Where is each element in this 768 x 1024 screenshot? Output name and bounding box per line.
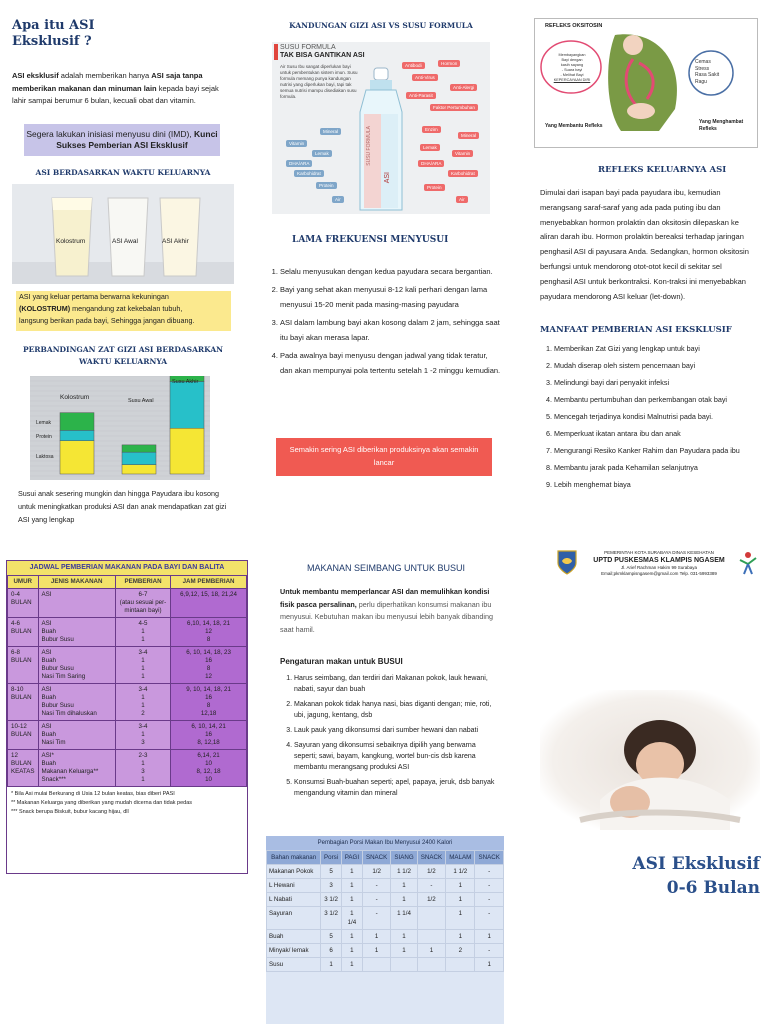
milk-glasses-photo xyxy=(12,184,234,284)
formula-tag: Karbohidrat xyxy=(294,170,324,177)
diagram-caption-left: Yang Membantu Refleks xyxy=(545,123,603,129)
bottle-word-asi: ASI xyxy=(384,172,391,184)
asi-tag: Mineral xyxy=(458,132,479,139)
portion-value: 1 xyxy=(391,893,417,907)
portion-title: Pembagian Porsi Makan Ibu Menyusui 2400 Kalori xyxy=(266,836,504,850)
schedule-jam: 6, 10, 14, 21 16 8, 12,18 xyxy=(171,721,247,750)
schedule-row xyxy=(8,721,247,750)
chart-row-lemak: Lemak xyxy=(36,420,52,426)
cover-title-line1: ASI Eksklusif xyxy=(632,854,760,874)
portion-value: 1 1/4 xyxy=(391,907,417,930)
portion-row xyxy=(267,865,504,879)
bar-laktosa xyxy=(60,441,94,474)
lama-item: 2. Bayi yang sehat akan menyusui 8-12 kali perhari dengan lama menyusui 15-20 menit pada masing-masing payudara xyxy=(280,282,502,312)
portion-value: 1 xyxy=(417,944,446,958)
cover-title-line2: 0-6 Bulan xyxy=(666,878,760,898)
busui-item: 5. Konsumsi Buah-buahan seperti; apel, papaya, jeruk, dsb banyak mengandung vitamin dan mineral xyxy=(294,777,496,799)
portion-value: 1 xyxy=(321,958,342,972)
busui-item: 3. Lauk pauk yang dikonsumsi dari sumber hewani dan nabati xyxy=(294,725,496,736)
portion-value: 1 xyxy=(341,944,362,958)
busui-subheading: Pengaturan makan untuk BUSUI xyxy=(280,657,403,666)
bar-protein xyxy=(122,452,156,464)
refleks-text: Dimulai dari isapan bayi pada payudara ibu, kemudian merangsang saraf-saraf yang ada pada puting ibu dan menyebabkan hormon prolaktin dan oksitosin dilepaskan ke aliran darah ibu. Hormon prolaktin bereaksi terhadap jaringan penghasil ASI di payusara Anda. Sedangkan, hormon oksitosin berfungsi untuk mendorong otot-otot kecil di sekitar sel penghasil ASI untuk berkontraksi. Kon-traksi ini menyebabkan payudara mendorong ASI keluar (let-down). xyxy=(540,188,749,301)
portion-value: 3 xyxy=(321,879,342,893)
schedule-jenis: ASI Buah Nasi Tim xyxy=(38,721,115,750)
asi-tag: Karbohidrat xyxy=(448,170,478,177)
schedule-jenis: ASI Buah Bubur Susu xyxy=(38,618,115,647)
portion-value: 1 xyxy=(341,865,362,879)
portion-food: Minyak/ lemak xyxy=(267,944,321,958)
portion-food: L Hewani xyxy=(267,879,321,893)
portion-food: Susu xyxy=(267,958,321,972)
glass-label-asi-awal: ASI Awal xyxy=(112,238,138,245)
portion-value: 1 xyxy=(341,893,362,907)
busui-intro: Untuk membantu memperlancar ASI dan memulihkan kondisi fisik pasca persalinan, perlu diperhatikan konsumsi makanan ibu menyusui. Kebutuhan makan ibu menyusui lebih banyak dibanding saat hamil. xyxy=(280,587,493,634)
kolostrum-note: ASI yang keluar pertama berwarna kekuningan (KOLOSTRUM) mengandung zat kekebalan tubuh, langsung berikan pada bayi, Sehingga jangan dibuang. xyxy=(16,291,231,331)
bar-protein xyxy=(60,430,94,440)
portion-value: 1 xyxy=(391,879,417,893)
lama-item: 1. Selalu menyusukan dengan kedua payudara secara bergantian. xyxy=(280,264,502,279)
mother-baby-photo xyxy=(540,690,760,830)
portion-header: MALAM xyxy=(446,851,475,865)
left-title: Apa itu ASI Eksklusif ? xyxy=(12,18,95,49)
portion-value xyxy=(362,958,391,972)
portion-value: 1 1/4 xyxy=(341,907,362,930)
portion-row xyxy=(267,944,504,958)
asi-tag: Anti-Alergi xyxy=(450,84,477,91)
portion-row xyxy=(267,907,504,930)
portion-value: - xyxy=(475,907,504,930)
asi-tag: Vitamin xyxy=(452,150,473,157)
manfaat-item: 2. Mudah diserap oleh sistem pencernaan bayi xyxy=(554,361,754,371)
asi-tag: Hormon xyxy=(438,60,460,67)
portion-value: - xyxy=(475,865,504,879)
portion-value: 1 xyxy=(341,958,362,972)
compare-heading: PERBANDINGAN ZAT GIZI ASI BERDASARKAN WAKTU KELUARNYA xyxy=(22,345,224,366)
imd-callout: Segera lakukan inisiasi menyusu dini (IMD), Kunci Sukses Pemberian ASI Eksklusif xyxy=(24,124,220,156)
formula-desc: Air Susu Ibu sangat diperlukan bayi untuk pembentukan sistem imun. Susu formula memang punya kandungan nutrisi yang diperlukan bayi, tapi tak semua nutrisi mampu disediakan susu formula. xyxy=(280,64,358,99)
schedule-table xyxy=(7,575,247,787)
bottle-illustration xyxy=(272,42,490,214)
nutrient-compare-chart xyxy=(30,376,210,480)
portion-value: - xyxy=(475,893,504,907)
schedule-note: * Bila Asi mulai Berkurang di Usia 12 bulan keatas, bias diberi PASI xyxy=(11,791,175,797)
asi-tag: Faktor Pertumbuhan xyxy=(430,104,478,111)
schedule-umur: 8-10 BULAN xyxy=(8,684,39,721)
busui-heading: MAKANAN SEIMBANG UNTUK BUSUI xyxy=(306,563,466,573)
busui-item: 4. Sayuran yang dikonsumsi sebaiknya dipilih yang berwarna seperti; sawi, bayam, kangkung, wortel bun-cis dsb karena membantu merangsang produksi ASI xyxy=(294,740,496,773)
asi-tag: Anti-Parasit xyxy=(406,92,436,99)
portion-food: Sayuran xyxy=(267,907,321,930)
busui-item: 1. Harus seimbang, dan terdiri dari Makanan pokok, lauk hewani, nabati, sayur dan buah xyxy=(294,673,496,695)
manfaat-list xyxy=(540,344,754,497)
schedule-jenis: ASI Buah Bubur Susu Nasi Tim dihaluskan xyxy=(38,684,115,721)
portion-value xyxy=(391,958,417,972)
lama-item: 3. ASI dalam lambung bayi akan kosong dalam 2 jam, sehingga saat itu bayi akan merasa lapar. xyxy=(280,315,502,345)
schedule-umur: 0-4 BULAN xyxy=(8,589,39,618)
portion-value xyxy=(417,907,446,930)
bar-protein xyxy=(170,381,204,428)
lama-item: 4. Pada awalnya bayi menyusu dengan jadwal yang tidak teratur, dan akan mempunyai pola tertentu setelah 1 -2 minggu kemudian. xyxy=(280,348,502,378)
portion-body xyxy=(267,865,504,972)
portion-value: 1 xyxy=(341,879,362,893)
portion-value: 1 xyxy=(391,930,417,944)
schedule-pemberian: 6-7 (atau sesuai per- mintaan bayi) xyxy=(115,589,170,618)
manfaat-item: 8. Membantu jarak pada Kehamilan selanjutnya xyxy=(554,463,754,473)
schedule-pemberian: 3-4 1 3 xyxy=(115,721,170,750)
portion-value: 3 1/2 xyxy=(321,907,342,930)
schedule-row xyxy=(8,684,247,721)
chart-col-susu-akhir: Susu Akhir xyxy=(172,379,199,385)
schedule-body xyxy=(8,589,247,787)
asi-tag: Air xyxy=(456,196,468,203)
diagram-caption-right: Yang Menghambat Refleks xyxy=(699,119,744,132)
schedule-jam: 9, 10, 14, 18, 21 16 8 12,18 xyxy=(171,684,247,721)
portion-food: Buah xyxy=(267,930,321,944)
portion-value: 1 xyxy=(362,930,391,944)
portion-value: - xyxy=(362,907,391,930)
waktu-heading: ASI BERDASARKAN WAKTU KELUARNYA xyxy=(35,168,211,177)
glass-label-kolostrum: Kolostrum xyxy=(56,238,86,245)
schedule-note: ** Makanan Keluarga yang diberikan yang mudah dicerna dan tidak pedas xyxy=(11,800,193,806)
schedule-row xyxy=(8,750,247,787)
schedule-pemberian: 3-4 1 1 2 xyxy=(115,684,170,721)
glass-asi-awal xyxy=(108,198,148,276)
manfaat-item: 7. Mengurangi Resiko Kanker Rahim dan Payudara pada ibu xyxy=(554,446,754,456)
portion-value xyxy=(417,930,446,944)
glass-label-asi-akhir: ASI Akhir xyxy=(162,238,189,245)
asi-tag: Antibodi xyxy=(402,62,425,69)
portion-value: 1 xyxy=(475,930,504,944)
lama-heading: LAMA FREKUENSI MENYUSUI xyxy=(292,235,449,245)
oksitosin-diagram xyxy=(534,18,758,148)
cover-title xyxy=(580,852,760,900)
formula-tag: Air xyxy=(332,196,344,203)
portion-value: 1 1/2 xyxy=(446,865,475,879)
portion-value: 1 xyxy=(362,944,391,958)
formula-title-1: SUSU FORMULA xyxy=(280,44,336,51)
schedule-jam: 6,14, 21 10 8, 12, 18 10 xyxy=(171,750,247,787)
portion-value: 1/2 xyxy=(362,865,391,879)
city-crest-icon xyxy=(556,549,578,575)
portion-value: 5 xyxy=(321,930,342,944)
bar-laktosa xyxy=(170,428,204,474)
health-figure-icon xyxy=(738,550,758,576)
portion-value: 1 xyxy=(446,879,475,893)
formula-tag: Mineral xyxy=(320,128,341,135)
mother-baby-illustration xyxy=(540,690,760,830)
portion-header: SNACK xyxy=(475,851,504,865)
formula-tag: Vitamin xyxy=(286,140,307,147)
portion-value: 1 xyxy=(446,893,475,907)
schedule-panel xyxy=(6,560,248,874)
schedule-header: JENIS MAKANAN xyxy=(38,576,115,589)
manfaat-item: 6. Memperkuat ikatan antara ibu dan anak xyxy=(554,429,754,439)
portion-row xyxy=(267,930,504,944)
portion-header: Bahan makanan xyxy=(267,851,321,865)
chart-row-protein: Protein xyxy=(36,434,52,440)
schedule-umur: 10-12 BULAN xyxy=(8,721,39,750)
schedule-pemberian: 4-5 1 1 xyxy=(115,618,170,647)
left-footer-text: Susui anak sesering mungkin dan hingga Payudara ibu kosong untuk meningkatkan produksi ASI dan anak mendapatkan zat gizi ASI yang lengkap xyxy=(18,489,227,524)
milk-glasses-illustration xyxy=(12,184,234,284)
schedule-jenis: ASI* Buah Makanan Keluarga** Snack*** xyxy=(38,750,115,787)
surabaya-logo xyxy=(556,549,578,575)
portion-value: 1 xyxy=(446,907,475,930)
schedule-note: *** Snack berupa Biskuit, bubur kacang hijau, dll xyxy=(11,809,129,815)
diagram-inhibitors-box: Cemas Stress Rasa Sakit Ragu xyxy=(695,59,720,85)
chart-col-kolostrum: Kolostrum xyxy=(60,394,90,401)
portion-value: 2 xyxy=(446,944,475,958)
schedule-row xyxy=(8,618,247,647)
schedule-jenis: ASI xyxy=(38,589,115,618)
manfaat-item: 9. Lebih menghemat biaya xyxy=(554,480,754,490)
manfaat-item: 1. Memberikan Zat Gizi yang lengkap untuk bayi xyxy=(554,344,754,354)
portion-value: 1 xyxy=(341,930,362,944)
schedule-umur: 12 BULAN KEATAS xyxy=(8,750,39,787)
schedule-jenis: ASI Buah Bubur Susu Nasi Tim Saring xyxy=(38,647,115,684)
manfaat-item: 3. Melindungi bayi dari penyakit infeksi xyxy=(554,378,754,388)
schedule-row xyxy=(8,647,247,684)
bottle-word-formula: SUSU FORMULA xyxy=(366,126,372,166)
bar-lemak xyxy=(122,445,156,452)
schedule-jam: 6, 10, 14, 18, 23 16 8 12 xyxy=(171,647,247,684)
glass-asi-akhir xyxy=(160,198,200,276)
chart-col-susu-awal: Susu Awal xyxy=(128,398,154,404)
schedule-header: UMUR xyxy=(8,576,39,589)
portion-header: PAGI xyxy=(341,851,362,865)
asi-tag: Anti-Virus xyxy=(412,74,438,81)
glass-kolostrum xyxy=(52,198,92,276)
portion-value: 1 xyxy=(475,958,504,972)
formula-tag: DHA/ARA xyxy=(286,160,312,167)
schedule-header: PEMBERIAN xyxy=(115,576,170,589)
diagram-title: REFLEKS OKSITOSIN xyxy=(545,23,603,29)
portion-food: Makanan Pokok xyxy=(267,865,321,879)
schedule-header: JAM PEMBERIAN xyxy=(171,576,247,589)
portion-row xyxy=(267,879,504,893)
portion-food: L Nabati xyxy=(267,893,321,907)
portion-value: 1 1/2 xyxy=(391,865,417,879)
bar-lemak xyxy=(60,413,94,431)
portion-value: 6 xyxy=(321,944,342,958)
formula-title-2: TAK BISA GANTIKAN ASI xyxy=(280,52,365,59)
portion-value: 1 xyxy=(391,944,417,958)
portion-panel xyxy=(266,836,504,1024)
schedule-jam: 6,9,12, 15, 18, 21,24 xyxy=(171,589,247,618)
portion-table xyxy=(266,850,504,972)
asi-tag: Enzim xyxy=(422,126,441,133)
schedule-jam: 6,10, 14, 18, 21 12 8 xyxy=(171,618,247,647)
portion-value: - xyxy=(475,879,504,893)
portion-header: SNACK xyxy=(362,851,391,865)
manfaat-heading: MANFAAT PEMBERIAN ASI EKSKLUSIF xyxy=(540,325,732,335)
portion-value: 3 1/2 xyxy=(321,893,342,907)
portion-value: - xyxy=(362,893,391,907)
portion-value: - xyxy=(362,879,391,893)
portion-header: SNACK xyxy=(417,851,446,865)
health-logo xyxy=(738,550,758,576)
gizi-heading: KANDUNGAN GIZI ASI VS SUSU FORMULA xyxy=(289,21,473,30)
manfaat-item: 4. Membantu pertumbuhan dan perkembangan otak bayi xyxy=(554,395,754,405)
portion-value xyxy=(417,958,446,972)
portion-header-row xyxy=(267,851,504,865)
nutrient-compare-svg xyxy=(30,376,210,480)
portion-value: 5 xyxy=(321,865,342,879)
schedule-umur: 6-8 BULAN xyxy=(8,647,39,684)
portion-header: Porsi xyxy=(321,851,342,865)
manfaat-item: 5. Mencegah terjadinya kondisi Malnutrisi pada bayi. xyxy=(554,412,754,422)
formula-infographic xyxy=(272,42,490,214)
schedule-notes xyxy=(7,787,247,820)
red-box: Semakin sering ASI diberikan produksinya akan semakin lancar xyxy=(276,438,492,476)
portion-row xyxy=(267,893,504,907)
portion-value: - xyxy=(417,879,446,893)
intro-paragraph: ASI eksklusif adalah memberikan hanya ASI saja tanpa memberikan makanan dan minuman lain kepada bayi sejak lahir sampai berumur 6 bulan, kecuali obat dan vitamin. xyxy=(12,71,219,105)
portion-value: 1/2 xyxy=(417,893,446,907)
org-header: PEMERINTAH KOTA SURABAYA DINAS KESEHATAN UPTD PUSKESMAS KLAMPIS NGASEM Jl. Arief Rachman Hakim 99 Surabaya Email;pkmklampisngasem@gmail.com Telp. 031-5993389 xyxy=(593,550,725,576)
portion-value: - xyxy=(475,944,504,958)
bar-laktosa xyxy=(122,465,156,474)
busui-list xyxy=(280,673,496,803)
schedule-title: JADWAL PEMBERIAN MAKANAN PADA BAYI DAN BALITA xyxy=(7,561,247,575)
lama-list xyxy=(266,264,502,381)
asi-tag: Protein xyxy=(424,184,445,191)
busui-item: 2. Makanan pokok tidak hanya nasi, bias diganti dengan; mie, roti, ubi, jagung, kentang, dsb xyxy=(294,699,496,721)
portion-row xyxy=(267,958,504,972)
schedule-pemberian: 3-4 1 1 1 xyxy=(115,647,170,684)
portion-value: 1 xyxy=(446,930,475,944)
schedule-umur: 4-6 BULAN xyxy=(8,618,39,647)
schedule-pemberian: 2-3 1 3 1 xyxy=(115,750,170,787)
portion-value xyxy=(446,958,475,972)
chart-row-laktosa: Laktosa xyxy=(36,454,54,460)
refleks-heading: REFLEKS KELUARNYA ASI xyxy=(598,165,727,175)
asi-tag: DHA/ARA xyxy=(418,160,444,167)
diagram-helpers-box: Membayangkan Bayi dengan kasih sayang - Suara bayi - Melihat Bayi KEPERCAYAAN DIRI xyxy=(553,53,591,82)
schedule-row xyxy=(8,589,247,618)
asi-tag: Lemak xyxy=(420,144,440,151)
formula-tag: Protein xyxy=(316,182,337,189)
formula-tag: Lemak xyxy=(312,150,332,157)
portion-value: 1/2 xyxy=(417,865,446,879)
portion-header: SIANG xyxy=(391,851,417,865)
